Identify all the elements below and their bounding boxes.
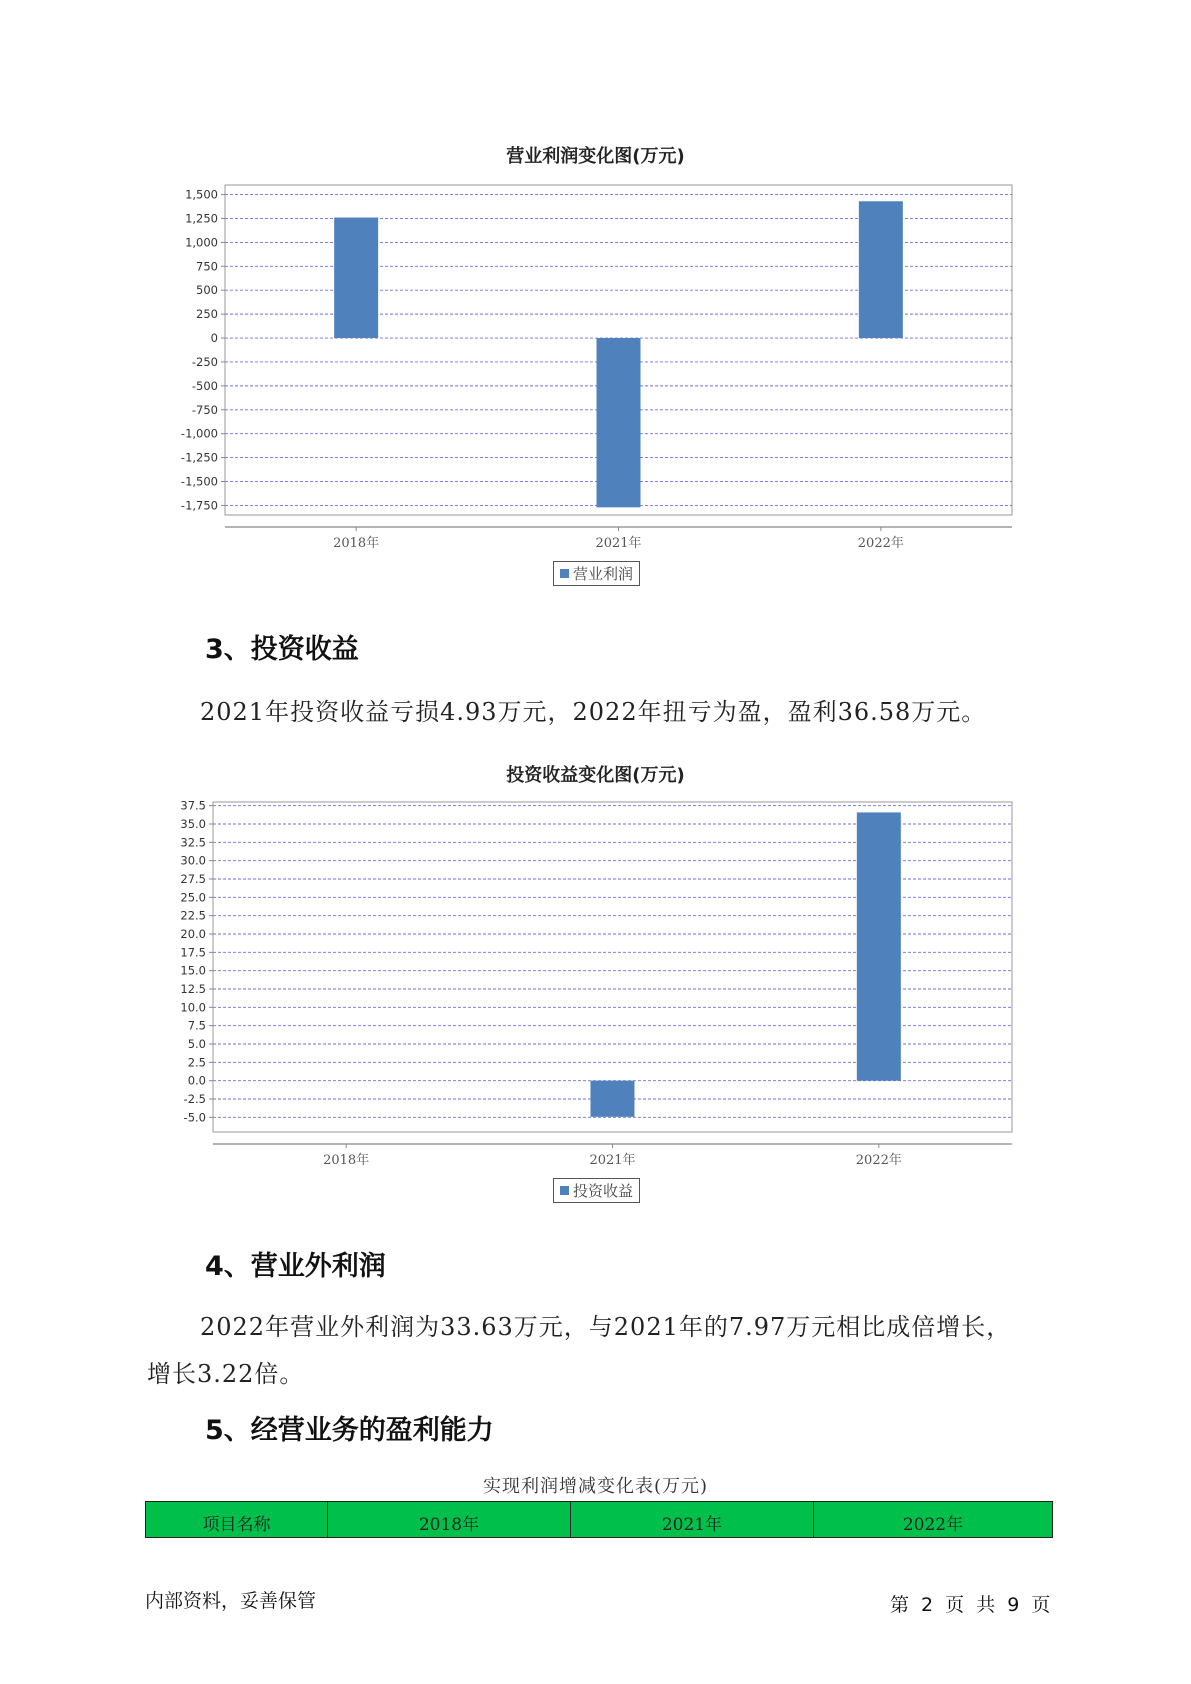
y-tick-label: -250 [191, 354, 218, 369]
table-header-cell: 2018年 [328, 1502, 571, 1538]
y-tick-label: 37.5 [180, 798, 206, 813]
y-tick-label: 2.5 [187, 1055, 206, 1070]
y-tick-label: 0 [210, 331, 218, 346]
footer-confidential-note: 内部资料，妥善保管 [145, 1590, 317, 1612]
y-tick-label: 25.0 [180, 890, 206, 905]
profit-change-table [145, 1501, 1053, 1538]
y-tick-label: -750 [191, 402, 218, 417]
chart-2-legend [553, 1178, 640, 1203]
section-3-heading: 3、投资收益 [205, 634, 359, 665]
y-tick-label: -1,250 [180, 450, 218, 465]
table-header-row [146, 1502, 1053, 1538]
x-tick-label: 2018年 [323, 1153, 370, 1168]
table-header-cell: 2022年 [814, 1502, 1053, 1538]
y-tick-label: -1,000 [180, 426, 218, 441]
y-tick-label: 1,500 [185, 187, 218, 202]
section-3-text: 2021年投资收益亏损4.93万元，2022年扭亏为盈，盈利36.58万元。 [200, 698, 987, 726]
y-tick-label: 1,250 [185, 211, 218, 226]
y-tick-label: 22.5 [180, 908, 206, 923]
y-tick-label: 10.0 [180, 1000, 206, 1015]
x-tick-label: 2022年 [857, 536, 904, 551]
y-tick-label: 15.0 [180, 963, 206, 978]
y-tick-label: -500 [191, 378, 218, 393]
y-tick-label: 1,000 [185, 235, 218, 250]
legend-swatch [560, 1186, 569, 1195]
section-4-text-line1: 2022年营业外利润为33.63万元，与2021年的7.97万元相比成倍增长， [200, 1313, 1012, 1341]
x-tick-label: 2021年 [589, 1153, 636, 1168]
x-tick-label: 2022年 [855, 1153, 902, 1168]
x-tick-label: 2021年 [595, 536, 642, 551]
y-tick-label: 20.0 [180, 927, 206, 941]
y-tick-label: 30.0 [180, 853, 206, 868]
footer-page-number: 第 2 页 共 9 页 [890, 1594, 1051, 1616]
y-tick-label: 5.0 [187, 1037, 206, 1051]
y-tick-label: 27.5 [180, 872, 206, 886]
y-tick-label: -1,500 [180, 474, 218, 489]
y-tick-label: 0.0 [187, 1073, 206, 1088]
y-tick-label: 500 [196, 283, 218, 298]
section-5-heading: 5、经营业务的盈利能力 [205, 1415, 494, 1446]
y-tick-label: 35.0 [180, 817, 206, 831]
bar [857, 812, 901, 1080]
y-tick-label: 12.5 [180, 982, 206, 996]
table-header-cell: 项目名称 [146, 1502, 328, 1538]
y-tick-label: -5.0 [183, 1110, 206, 1125]
table-header-cell: 2021年 [571, 1502, 814, 1538]
bar [591, 1081, 635, 1117]
legend-label: 营业利润 [573, 565, 634, 583]
y-tick-label: -1,750 [180, 498, 218, 513]
y-tick-label: 7.5 [187, 1018, 206, 1033]
chart-2-title: 投资收益变化图(万元) [506, 765, 685, 786]
section-4-text-line2: 增长3.22倍。 [147, 1360, 305, 1388]
y-tick-label: 250 [196, 307, 218, 322]
x-tick-label: 2018年 [333, 536, 380, 551]
table-caption: 实现利润增减变化表(万元) [482, 1476, 709, 1497]
section-4-heading: 4、营业外利润 [205, 1251, 386, 1282]
y-tick-label: 32.5 [180, 835, 206, 850]
y-tick-label: -2.5 [183, 1092, 206, 1106]
chart-1-title: 营业利润变化图(万元) [506, 146, 685, 167]
y-tick-label: 17.5 [180, 945, 206, 960]
y-tick-label: 750 [196, 259, 218, 274]
legend-label: 投资收益 [573, 1182, 634, 1200]
